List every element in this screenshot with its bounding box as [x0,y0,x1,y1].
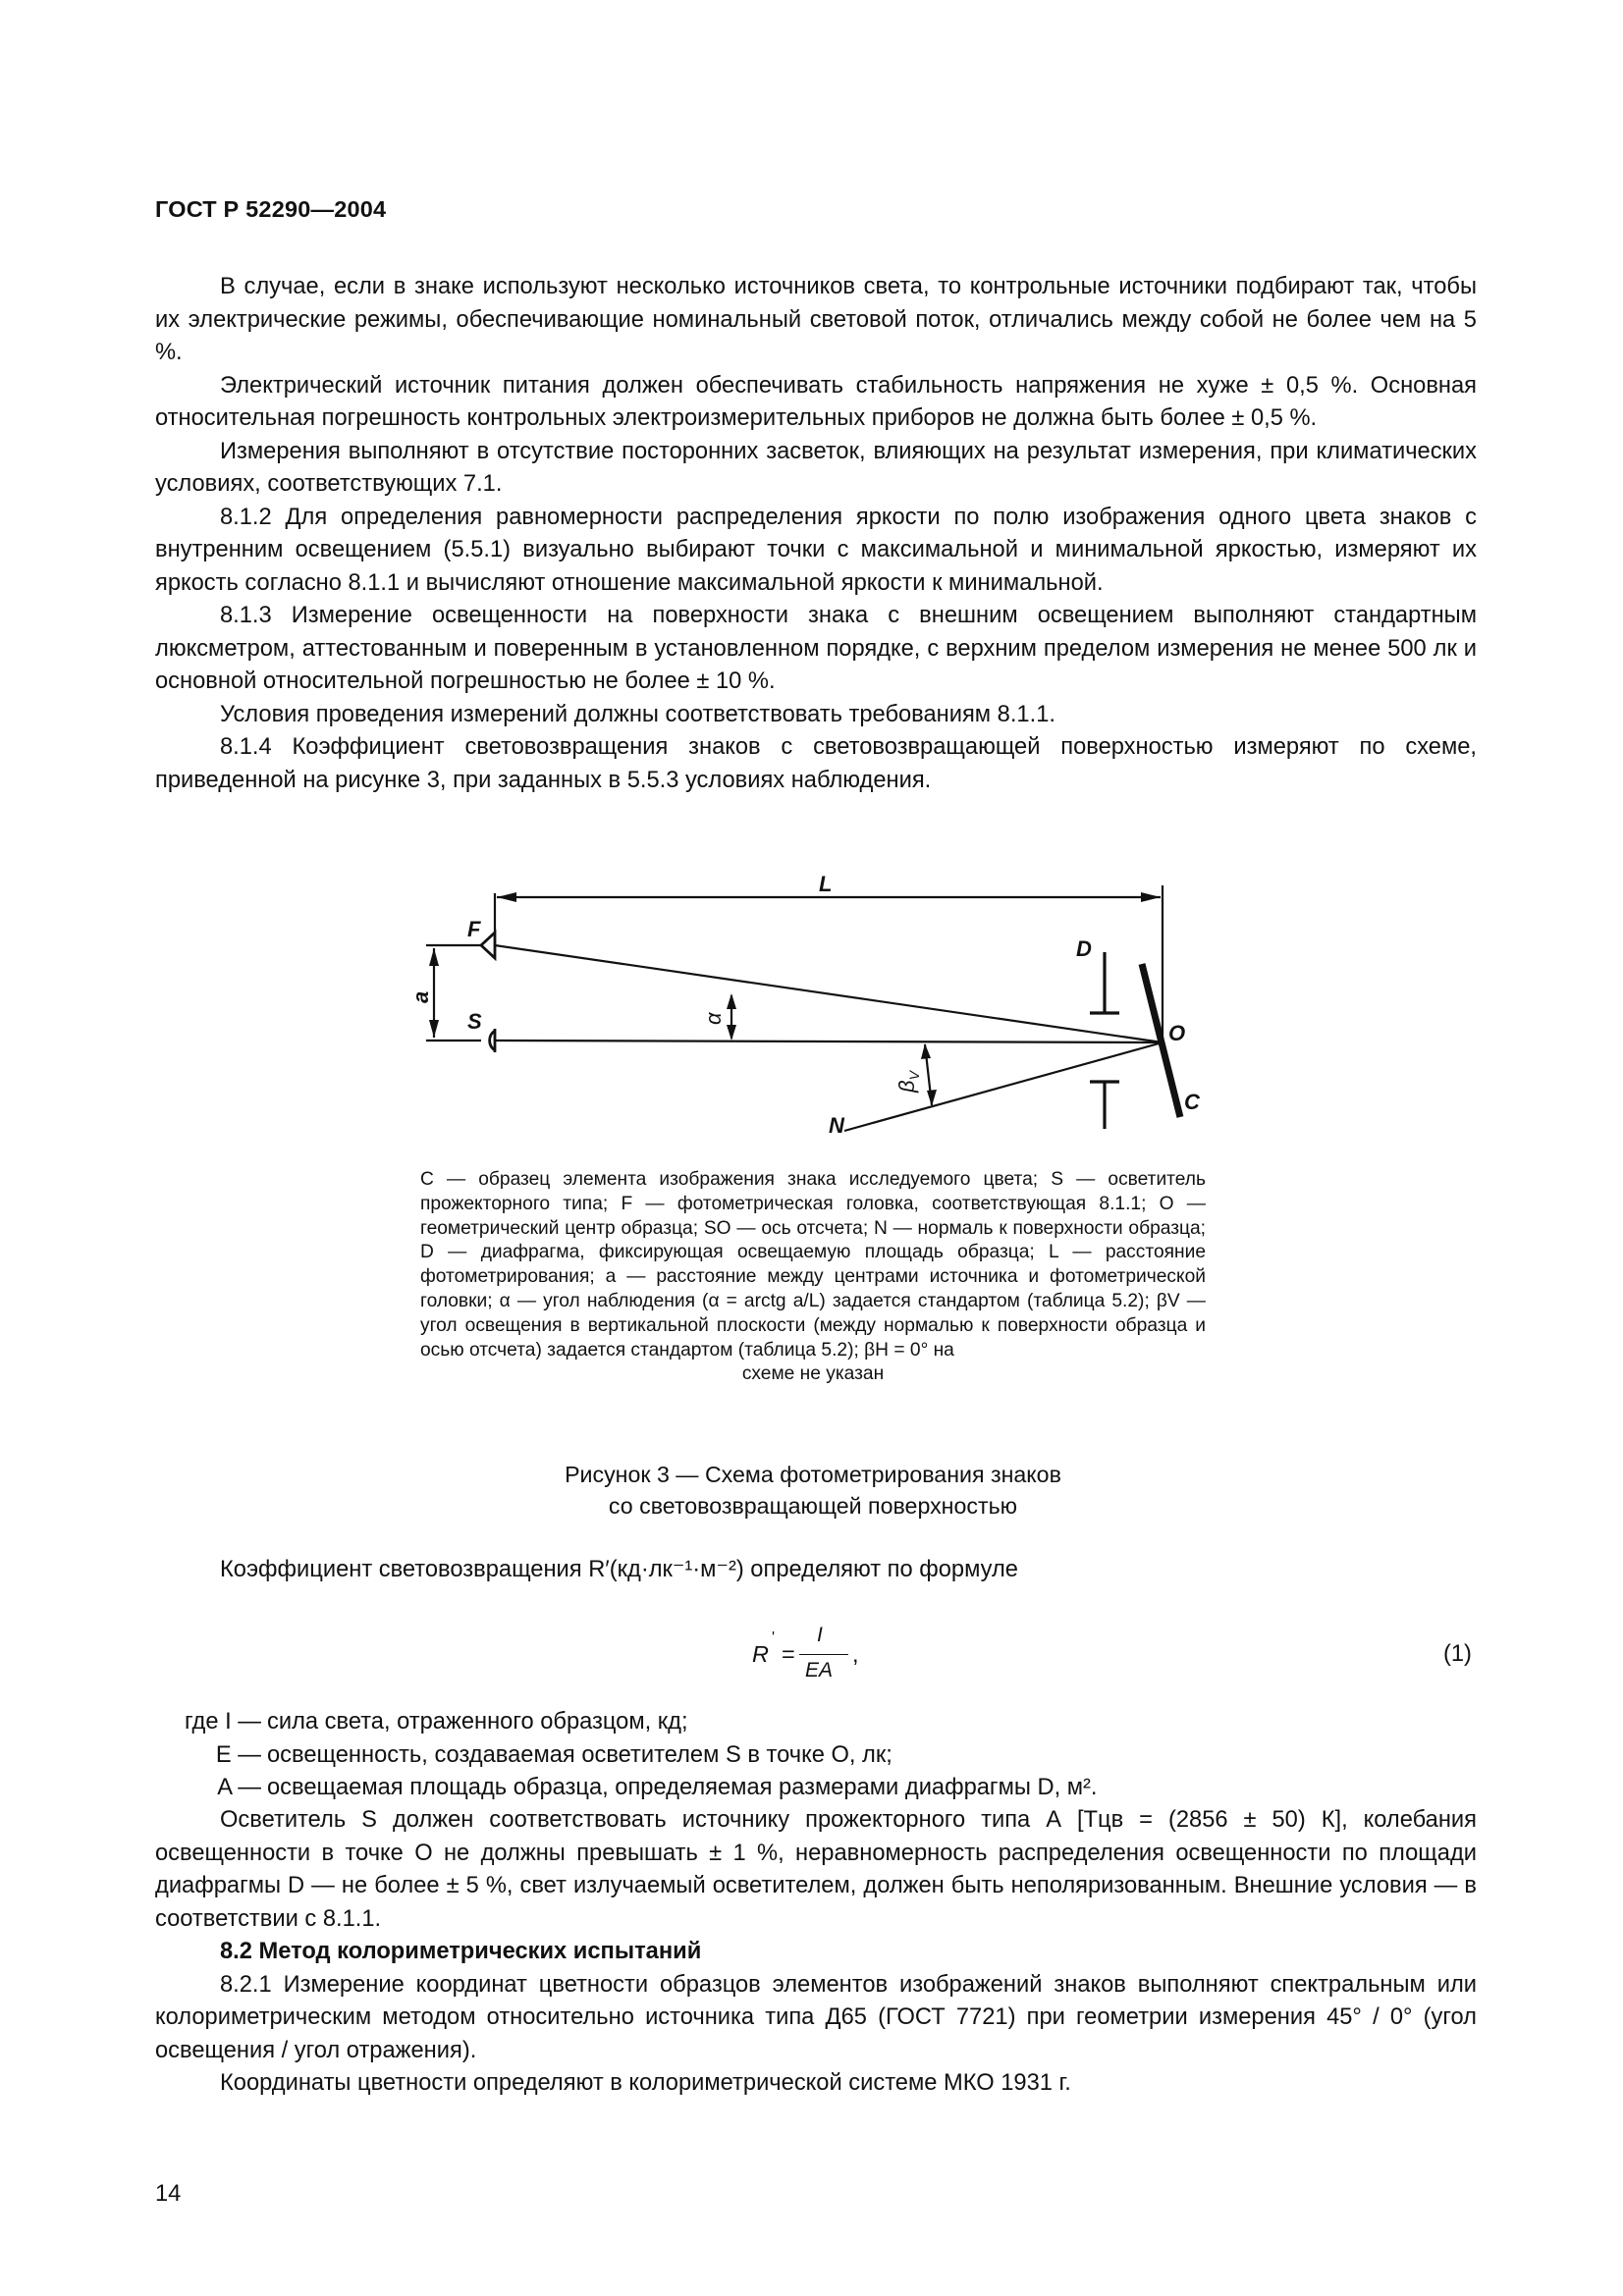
caption-line: Рисунок 3 — Схема фотометрирования знаков [565,1462,1061,1487]
paragraph: Координаты цветности определяют в колориметрической системе МКО 1931 г. [220,2070,1071,2096]
photometer-head-F [481,933,495,958]
paragraph: Измерения выполняют в отсутствие посторонних засветок, влияющих на результат измерения, при климатических условиях, соответствующих 7.1. [155,438,1477,497]
reference-axis-SO [495,1041,1163,1042]
equation-number: (1) [1443,1641,1472,1667]
formula-denominator: EA [805,1659,834,1682]
fraction-bar [799,1654,848,1655]
where-symbol: E — [215,1741,261,1768]
formula-numerator: I [817,1624,823,1646]
paragraph: Условия проведения измерений должны соответствовать требованиям 8.1.1. [220,701,1055,727]
formula-intro: Коэффициент световозвращения R′(кд·лк⁻¹·м⁻²) определяют по формуле [220,1557,1018,1582]
paragraph: Осветитель S должен соответствовать источнику прожекторного типа А [Tцв = (2856 ± 50) К], колебания освещенности в точке O не должны превышать ± 1 %, неравномерность распределения освещенности по площади диафрагмы D — не более ± 5 %, свет излучаемый осветителем, должен быть неполяризованным. Внешние условия — в соответствии с 8.1.1. [155,1807,1477,1932]
formula-prime: ' [772,1629,776,1646]
observation-line [495,945,1163,1042]
label-L: L [819,872,833,896]
label-F: F [467,917,481,941]
legend-text-last: схеме не указан [741,1363,885,1385]
formula-equals: = [782,1641,795,1667]
formula-comma: , [852,1641,859,1667]
where-symbol: где I — [184,1709,261,1735]
label-alpha: α [701,1012,726,1025]
paragraph: 8.1.2 Для определения равномерности распределения яркости по полю изображения одного цвета знаков с внутренним освещением (5.5.1) визуально выбирают точки с максимальной и минимальной яркостью, измеряют их яркость согласно 8.1.1 и вычисляют отношение максимальной яркости к минимальной. [155,504,1477,596]
section-heading: 8.2 Метод колориметрических испытаний [220,1939,702,1964]
where-text: освещаемая площадь образца, определяемая размерами диафрагмы D, м². [267,1775,1098,1800]
photometry-diagram [408,872,1200,1158]
paragraph: В случае, если в знаке используют несколько источников света, то контрольные источники подбирают так, чтобы их электрические режимы, обеспечивающие номинальный световой поток, отличались между собой не более чем на 5 %. [155,274,1477,365]
paragraph: 8.2.1 Измерение координат цветности образцов элементов изображений знаков выполняют спектральным или колориметрическим методом относительно источника типа Д65 (ГОСТ 7721) при геометрии измерения 45° / 0° (угол освещения / угол отражения). [155,1971,1477,2063]
label-beta: $\beta_V$ [894,1071,922,1093]
label-N: N [829,1113,844,1138]
figure-caption [420,1459,1206,1522]
legend-text: C — образец элемента изображения знака исследуемого цвета; S — осветитель прожекторного типа; F — фотометрическая головка, соответствующая 8.1.1; O — геометрический центр образца; SO — ось отсчета; N — нормаль к поверхности образца; D — диафрагма, фиксирующая освещаемую площадь образца; L — расстояние фотометрирования; a — расстояние между центрами источника и фотометрической головки; α — угол наблюдения (α = arctg a/L) задается стандартом (таблица 5.2); βV — угол освещения в вертикальной плоскости (между нормалью к поверхности образца и осью отсчета) задается стандартом (таблица 5.2); βH = 0° на [420,1169,1206,1361]
where-row [155,1706,1477,1739]
label-C: C [1184,1090,1200,1114]
label-O: O [1168,1021,1186,1045]
formula-1 [752,1624,870,1702]
label-S: S [467,1009,482,1034]
paragraph: 8.1.4 Коэффициент световозвращения знаков с световозвращающей поверхностью измеряют по схеме, приведенной на рисунке 3, при заданных в 5.5.3 условиях наблюдения. [155,734,1477,793]
paragraph: Электрический источник питания должен обеспечивать стабильность напряжения не хуже ± 0,5 %. Основная относительная погрешность контрольных электроизмерительных приборов не должна быть более ± 0,5 %. [155,372,1477,431]
document-header: ГОСТ Р 52290—2004 [155,196,387,222]
figure-legend [420,1168,1206,1387]
page-number: 14 [155,2181,182,2207]
normal-line-N [844,1042,1163,1131]
where-symbol: A — [217,1775,261,1800]
label-D: D [1076,936,1092,961]
caption-line: со световозвращающей поверхностью [608,1493,1018,1519]
where-row [155,1739,1477,1773]
text-block-top [155,271,1477,797]
text-block-bottom [155,1804,1477,2101]
label-a: a [408,990,433,1003]
where-text: сила света, отраженного образцом, кд; [267,1709,688,1735]
where-text: освещенность, создаваемая осветителем S в точке O, лк; [267,1741,893,1768]
where-row [155,1772,1477,1805]
paragraph: 8.1.3 Измерение освещенности на поверхности знака с внешним освещением выполняют стандартным люксметром, аттестованным и поверенным в установленном порядке, с верхним пределом измерения не менее 500 лк и основной относительной погрешностью не более ± 10 %. [155,603,1477,694]
formula-lhs: R [752,1641,769,1667]
where-list [155,1706,1477,1805]
